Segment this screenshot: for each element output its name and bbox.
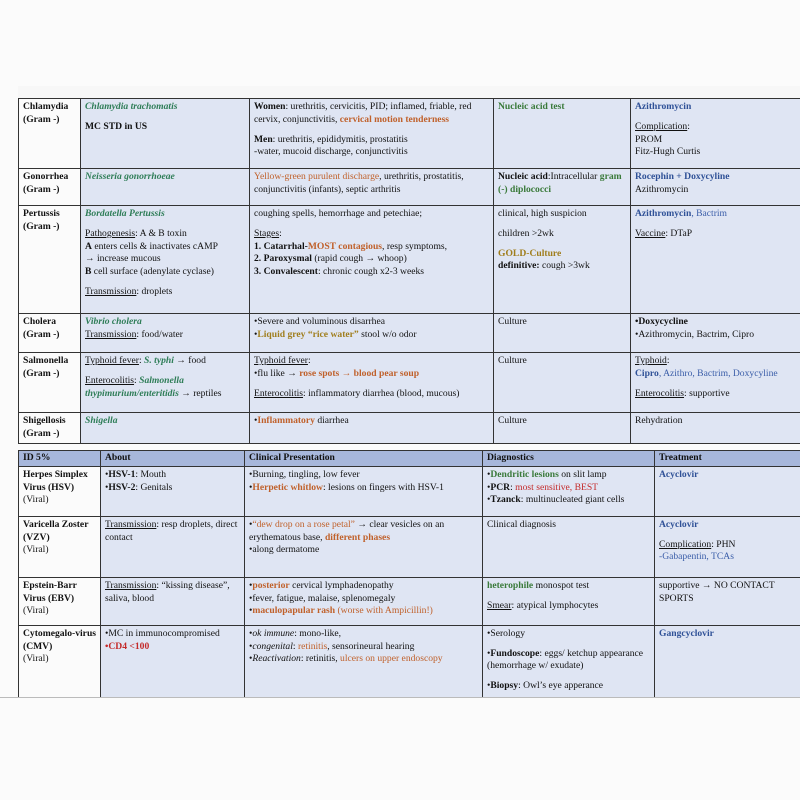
table-row xyxy=(19,466,800,516)
disease-name: Herpes Simplex Virus (HSV) (Viral) xyxy=(19,466,101,516)
diagnostics-cell: •Dendritic lesions on slit lamp •PCR: most sensitive, BEST •Tzanck: multinucleated giant cells xyxy=(483,466,655,516)
diagnostics-cell: heterophile monospot test Smear: atypical lymphocytes xyxy=(483,577,655,625)
diagnostics-cell: Culture xyxy=(494,353,631,413)
treatment-cell: Rocephin + Doxycyline Azithromycin xyxy=(631,169,800,206)
viral-table xyxy=(18,450,800,706)
table-row xyxy=(19,169,800,206)
table-row xyxy=(19,206,800,314)
table-row xyxy=(19,353,800,413)
diagnostics-cell: Culture xyxy=(494,413,631,444)
treatment-cell: Acyclovir xyxy=(655,466,800,516)
presentation-cell: •Burning, tingling, low fever •Herpetic whitlow: lesions on fingers with HSV-1 xyxy=(245,466,483,516)
presentation-cell: •Severe and voluminous disarrhea •Liquid grey “rice water” stool w/o odor xyxy=(250,314,494,353)
diagnostics-cell: Nucleic acid:Intracellular gram (-) diplococci xyxy=(494,169,631,206)
treatment-cell: Azithromycin Complication: PROM Fitz-Hugh Curtis xyxy=(631,99,800,169)
table-row xyxy=(19,314,800,353)
bacterial-table xyxy=(18,98,800,444)
table-row xyxy=(19,516,800,577)
organism-cell: Neisseria gonorrhoeae xyxy=(81,169,250,206)
presentation-cell: •Inflammatory diarrhea xyxy=(250,413,494,444)
presentation-cell: coughing spells, hemorrhage and petechiae; Stages: 1. Catarrhal-MOST contagious, resp symptoms, 2. Paroxysmal (rapid cough → whoop) 3. Convalescent: chronic cough x2-3 weeks xyxy=(250,206,494,314)
disease-name: Pertussis (Gram -) xyxy=(19,206,81,314)
column-header: Treatment xyxy=(655,451,800,467)
column-header: Clinical Presentation xyxy=(245,451,483,467)
organism-cell: Bordatella Pertussis Pathogenesis: A & B toxin A enters cells & inactivates cAMP → increase mucous B cell surface (adenylate cyclase) Transmission: droplets xyxy=(81,206,250,314)
treatment-cell: Rehydration xyxy=(631,413,800,444)
presentation-cell: •posterior cervical lymphadenopathy •fever, fatigue, malaise, splenomegaly •maculopapular rash (worse with Ampicillin!) xyxy=(245,577,483,625)
diagnostics-cell: •Serology •Fundoscope: eggs/ ketchup appearance (hemorrhage w/ exudate) •Biopsy: Owl’s eye apperance xyxy=(483,625,655,705)
header-row xyxy=(19,451,800,467)
treatment-cell: Typhoid: Cipro, Azithro, Bactrim, Doxycyline Enterocolitis: supportive xyxy=(631,353,800,413)
presentation-cell: •ok immune: mono-like, •congenital: retinitis, sensorineural hearing •Reactivation: retinitis, ulcers on upper endoscopy xyxy=(245,625,483,705)
disease-name: Varicella Zoster (VZV) (Viral) xyxy=(19,516,101,577)
disease-name: Cytomegalo-virus (CMV) (Viral) xyxy=(19,625,101,705)
page-bottom xyxy=(0,698,800,800)
treatment-cell: Azithromycin, Bactrim Vaccine: DTaP xyxy=(631,206,800,314)
disease-name: Salmonella (Gram -) xyxy=(19,353,81,413)
diagnostics-cell: clinical, high suspicion children >2wk GOLD-Culture definitive: cough >3wk xyxy=(494,206,631,314)
organism-cell: Chlamydia trachomatis MC STD in US xyxy=(81,99,250,169)
column-header: About xyxy=(101,451,245,467)
about-cell: •HSV-1: Mouth •HSV-2: Genitals xyxy=(101,466,245,516)
presentation-cell: Typhoid fever: •flu like → rose spots → blood pear soup Enterocolitis: inflammatory diarrhea (blood, mucous) xyxy=(250,353,494,413)
table-row xyxy=(19,413,800,444)
column-header: Diagnostics xyxy=(483,451,655,467)
disease-name: Shigellosis (Gram -) xyxy=(19,413,81,444)
treatment-cell: Gangcyclovir xyxy=(655,625,800,705)
treatment-cell: •Doxycycline •Azithromycin, Bactrim, Cipro xyxy=(631,314,800,353)
cutoff-line xyxy=(0,697,800,698)
organism-cell: Vibrio cholera Transmission: food/water xyxy=(81,314,250,353)
diagnostics-cell: Nucleic acid test xyxy=(494,99,631,169)
about-cell: Transmission: resp droplets, direct contact xyxy=(101,516,245,577)
about-cell: Transmission: “kissing disease”, saliva, blood xyxy=(101,577,245,625)
table-row xyxy=(19,99,800,169)
disease-name: Gonorrhea (Gram -) xyxy=(19,169,81,206)
about-cell: •MC in immunocompromised •CD4 <100 xyxy=(101,625,245,705)
table-row xyxy=(19,577,800,625)
presentation-cell: Women: urethritis, cervicitis, PID; inflamed, friable, red cervix, conjunctivitis, cervical motion tenderness Men: urethritis, epididymitis, prostatitis -water, mucoid discharge, conjunctivitis xyxy=(250,99,494,169)
diagnostics-cell: Culture xyxy=(494,314,631,353)
presentation-cell: •“dew drop on a rose petal” → clear vesicles on an erythematous base, different phases •along dermatome xyxy=(245,516,483,577)
table-row xyxy=(19,625,800,705)
organism-cell: Shigella xyxy=(81,413,250,444)
disease-name: Chlamydia (Gram -) xyxy=(19,99,81,169)
disease-name: Cholera (Gram -) xyxy=(19,314,81,353)
diagnostics-cell: Clinical diagnosis xyxy=(483,516,655,577)
disease-name: Epstein-Barr Virus (EBV) (Viral) xyxy=(19,577,101,625)
column-header: ID 5% xyxy=(19,451,101,467)
treatment-cell: supportive → NO CONTACT SPORTS xyxy=(655,577,800,625)
treatment-cell: Acyclovir Complication: PHN -Gabapentin, TCAs xyxy=(655,516,800,577)
presentation-cell: Yellow-green purulent discharge, urethritis, prostatitis, conjunctivitis (infants), septic arthritis xyxy=(250,169,494,206)
organism-cell: Typhoid fever: S. typhi → food Enterocolitis: Salmonella thypimurium/enteritidis → reptiles xyxy=(81,353,250,413)
